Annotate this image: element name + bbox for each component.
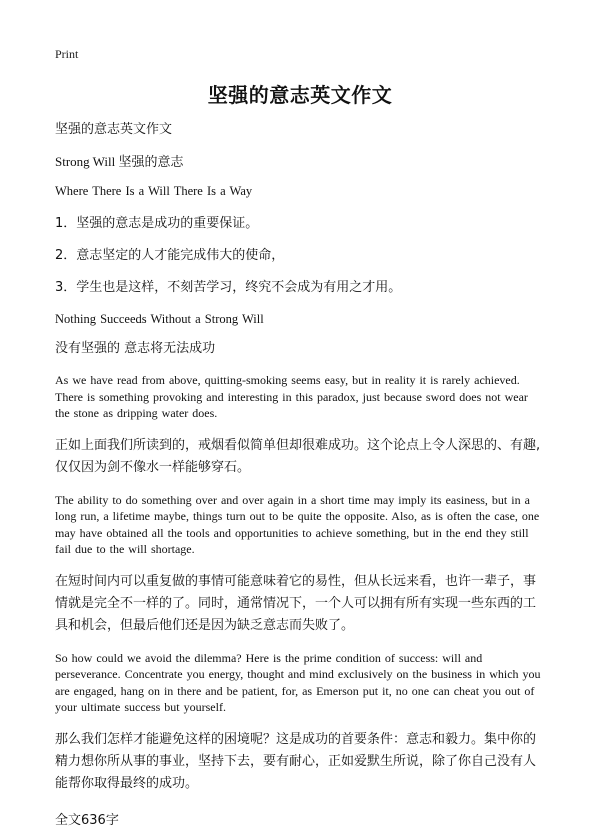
english-paragraph-2: The ability to do something over and over again in a short time may imply its easiness, but in a long run, a lifetime maybe, things turn out to be quite the opposite. Also, as is often the case, one may have obtained all the tools and opportunities to achieve something, but in the end they still fail due to the will shortage. [55,492,540,556]
topic-line: Strong Will 坚强的意志 [55,154,184,169]
point-3: 3．学生也是这样，不刻苦学习，终究不会成为有用之才用。 [55,279,402,295]
point-1: 1．坚强的意志是成功的重要保证。 [55,215,259,231]
page-title: 坚强的意志英文作文 [207,83,393,107]
chinese-paragraph-3: 那么我们怎样才能避免这样的困境呢？这是成功的首要条件：意志和毅力。集中你的精力想你所从事的事业，坚持下去，要有耐心，正如爱默生所说，除了你自己没有人能帮你取得最终的成功。 [55,731,537,791]
chinese-heading: 没有坚强的 意志将无法成功 [55,341,216,356]
english-heading: Nothing Succeeds Without a Strong Will [55,311,264,326]
english-paragraph-3: So how could we avoid the dilemma? Here is the prime condition of success: will and perseverance. Concentrate you energy, thought and mind exclusively on the business in which you are engaged, hang on in there and be patient, for, as Emerson put it, no one can cheat you out of your ultimate success but yourself. [55,650,541,714]
article-body [55,119,545,831]
point-2: 2．意志坚定的人才能完成伟大的使命， [55,247,285,263]
article-subtitle: 坚强的意志英文作文 [55,122,173,137]
english-paragraph-1: As we have read from above, quitting-smoking seems easy, but in reality it is rarely achieved. There is something provoking and interesting in this paradox, just because sword does not wear the stone as dripping water does. [55,373,528,420]
word-count: 全文636字 [55,812,119,828]
print-label[interactable]: Print [55,47,79,61]
chinese-paragraph-1: 正如上面我们所读到的，戒烟看似简单但却很难成功。这个论点上令人深思的、有趣,仅仅因为剑不像水一样能够穿石。 [55,437,541,475]
proverb-line: Where There Is a Will There Is a Way [55,184,253,198]
chinese-paragraph-2: 在短时间内可以重复做的事情可能意味着它的易性，但从长远来看，也许一辈子，事情就是完全不一样的了。同时，通常情况下，一个人可以拥有所有实现一些东西的工具和机会，但最后他们还是因为缺乏意志而失败了。 [55,573,537,633]
